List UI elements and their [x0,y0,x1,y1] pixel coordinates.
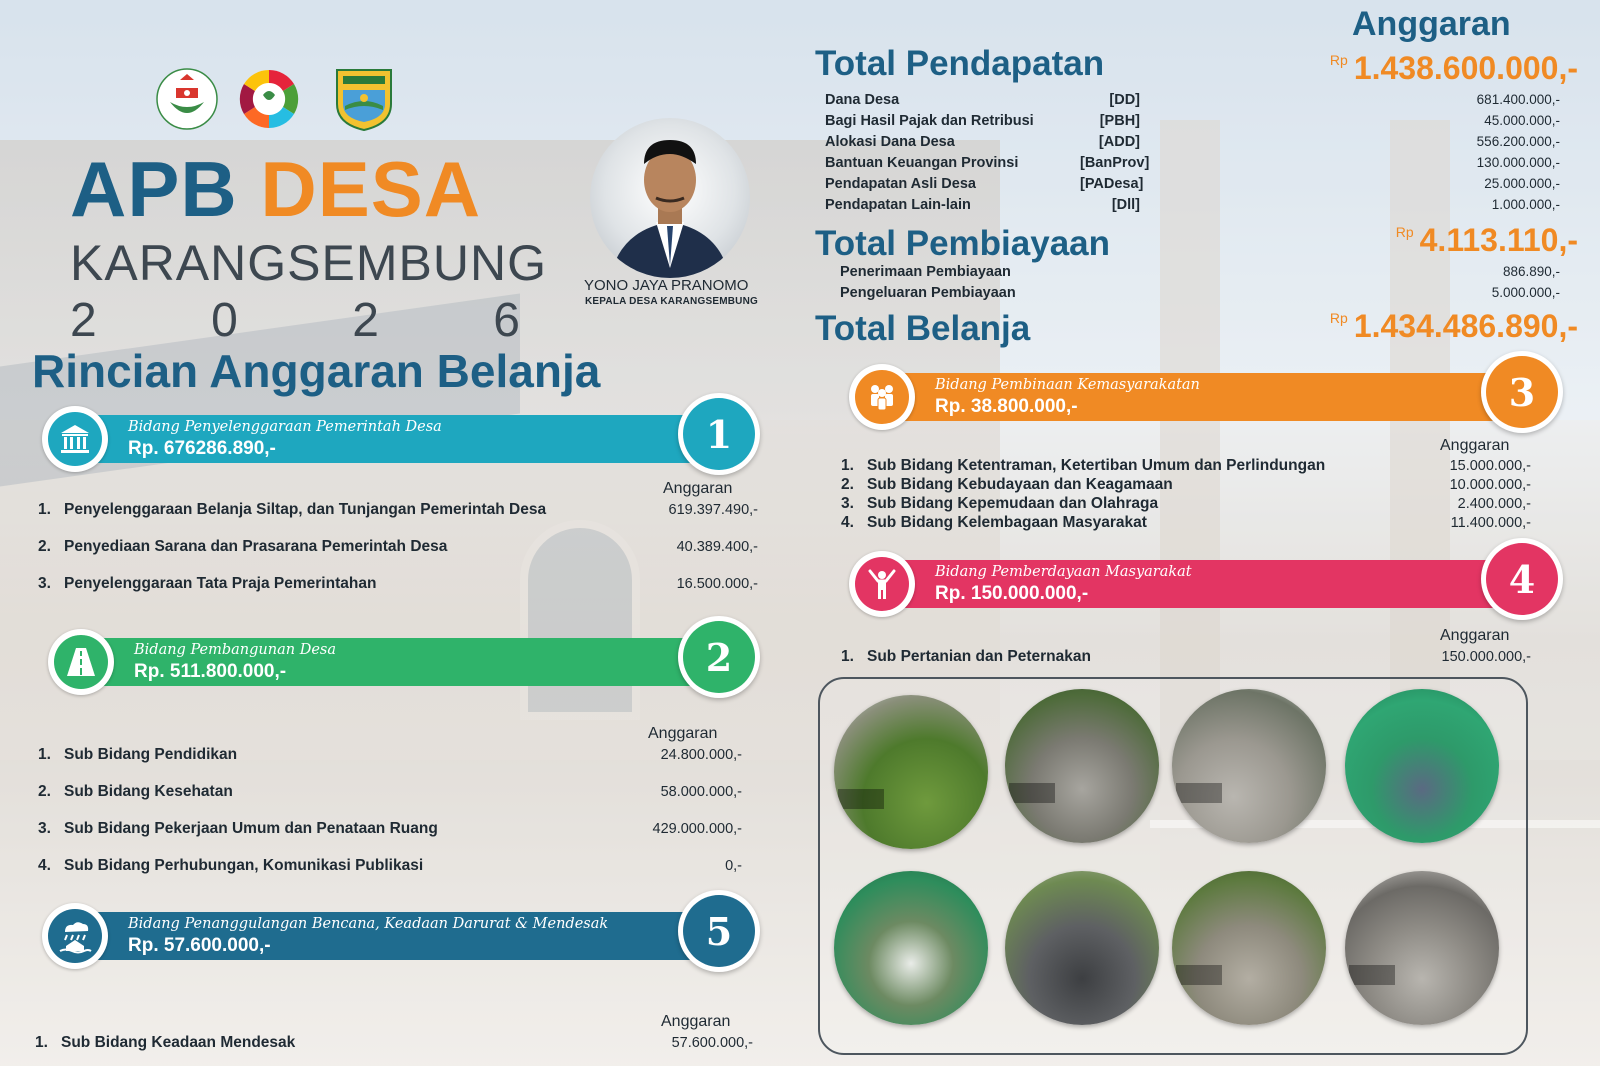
pendapatan-value: 1.000.000,- [1491,197,1560,212]
field-number-badge [678,890,760,972]
disaster-storm-icon [57,918,93,954]
pendapatan-label: Bagi Hasil Pajak dan Retribusi [825,113,1034,129]
field-icon-badge [849,551,915,617]
pendapatan-row [825,134,1560,155]
field-amount: Rp. 676286.890,- [128,438,276,459]
list-item [841,648,1091,666]
item-label: Sub Bidang Kesehatan [64,783,233,800]
pendapatan-label: Bantuan Keuangan Provinsi [825,155,1019,171]
photo-timestamp-overlay [838,789,884,809]
item-value: 429.000.000,- [652,821,742,837]
pendapatan-row [825,155,1560,176]
item-number: 2. [38,783,51,800]
item-value: 10.000.000,- [1449,477,1531,493]
concrete-path-photo [1172,689,1326,843]
item-value: 15.000.000,- [1449,458,1531,474]
item-label: Sub Bidang Kebudayaan dan Keagamaan [867,476,1173,493]
community-group-icon [864,379,900,415]
item-number: 1. [35,1034,48,1051]
field-banner-3 [849,369,1559,421]
anggaran-column-label: Anggaran [663,480,733,497]
pendapatan-code: [PADesa] [1080,176,1144,192]
field-number: 3 [1486,356,1558,428]
item-value: 16.500.000,- [676,576,758,592]
pendapatan-row [825,92,1560,113]
field-banner-2 [48,634,760,686]
person-portrait-icon [590,118,750,278]
group-meeting-photo [1345,689,1499,843]
village-name: KARANGSEMBUNG [70,235,547,291]
field-number: 5 [683,895,755,967]
activity-photo-gallery [818,677,1528,1055]
list-item [38,575,376,593]
anggaran-column-label: Anggaran [648,725,718,742]
anggaran-heading: Anggaran [1352,5,1511,43]
pendapatan-label: Pendapatan Lain-lain [825,197,971,213]
pembiayaan-value: 886.890,- [1502,264,1560,279]
list-item [35,1034,295,1052]
item-number: 4. [841,514,854,531]
item-number: 2. [38,538,51,555]
title-apb: APB [70,145,238,233]
pendapatan-label: Pendapatan Asli Desa [825,176,976,192]
item-number: 3. [841,495,854,512]
field-name: Bidang Penanggulangan Bencana, Keadaan Darurat & Mendesak [128,916,609,932]
field-number: 4 [1486,543,1558,615]
item-value: 40.389.400,- [676,539,758,555]
sdgs-logo [238,66,300,132]
list-item [38,783,233,801]
field-name: Bidang Pemberdayaan Masyarakat [935,564,1192,580]
pendapatan-row [825,197,1560,218]
field-number-badge [1481,351,1563,433]
list-item [38,746,237,764]
pendapatan-label: Dana Desa [825,92,900,108]
pembiayaan-row [840,285,1560,306]
pendapatan-code: [Dll] [1111,197,1140,213]
item-value: 57.600.000,- [671,1035,753,1051]
field-amount: Rp. 38.800.000,- [935,396,1078,417]
total-belanja-amount [1330,308,1578,345]
village-path-photo [1172,871,1326,1025]
field-name: Bidang Pembinaan Kemasyarakatan [935,377,1200,393]
item-value: 58.000.000,- [660,784,742,800]
year-digit: 6 [493,294,520,347]
year-digit: 2 [70,294,97,347]
item-value: 150.000.000,- [1441,649,1531,665]
road-icon [64,645,98,679]
photo-timestamp-overlay [1009,783,1055,803]
pembiayaan-label: Penerimaan Pembiayaan [840,264,1011,280]
item-label: Penyediaan Sarana dan Prasarana Pemerintah Desa [64,538,448,555]
item-label: Sub Bidang Kelembagaan Masyarakat [867,514,1147,531]
pendapatan-value: 45.000.000,- [1484,113,1560,128]
village-head-name: YONO JAYA PRANOMO [584,277,749,294]
field-icon-badge [849,364,915,430]
village-head-title: KEPALA DESA KARANGSEMBUNG [585,296,758,307]
total-pendapatan-title: Total Pendapatan [815,44,1105,83]
total-pembiayaan-amount [1396,222,1578,259]
currency-label: Rp [1329,310,1348,326]
item-label: Penyelenggaraan Tata Praja Pemerintahan [64,575,377,592]
field-banner-1 [42,411,760,463]
field-icon-holder [48,412,102,466]
field-icon-holder [48,909,102,963]
pendapatan-value: 25.000.000,- [1484,176,1560,191]
item-label: Sub Bidang Ketentraman, Ketertiban Umum dan Perlindungan [867,457,1326,474]
asphalt-road-photo [1005,871,1159,1025]
total-pendapatan-value: 1.438.600.000,- [1353,50,1578,86]
field-amount: Rp. 150.000.000,- [935,583,1089,604]
item-number: 2. [841,476,854,493]
total-belanja-value: 1.434.486.890,- [1353,308,1578,344]
title-desa: DESA [260,145,482,233]
pendapatan-label: Alokasi Dana Desa [825,134,955,150]
field-name: Bidang Pembangunan Desa [134,642,336,658]
field-icon-badge [48,629,114,695]
field-number-badge [678,393,760,475]
year-digit: 0 [211,294,238,347]
pendapatan-row [825,176,1560,197]
photo-timestamp-overlay [1176,965,1222,985]
pendapatan-list [825,92,1560,218]
list-item [841,476,1173,494]
budget-year [70,293,520,348]
anggaran-column-label: Anggaran [661,1013,731,1030]
pembiayaan-label: Pengeluaran Pembiayaan [840,285,1016,301]
field-number-badge [1481,538,1563,620]
item-label: Sub Bidang Perhubungan, Komunikasi Publikasi [64,857,424,874]
item-value: 11.400.000,- [1450,515,1531,531]
list-item [841,495,1158,513]
kabupaten-logo [333,66,395,132]
pendapatan-value: 681.400.000,- [1476,92,1560,107]
list-item [38,820,438,838]
pendapatan-row [825,113,1560,134]
road-concrete-photo [1005,689,1159,843]
item-value: 0,- [725,858,742,874]
item-label: Sub Bidang Keadaan Mendesak [61,1034,296,1051]
field-number: 1 [683,398,755,470]
pendapatan-value: 130.000.000,- [1476,155,1560,170]
list-item [841,514,1147,532]
empowered-person-icon [864,566,900,602]
total-pendapatan-amount [1330,50,1578,87]
item-label: Sub Bidang Pekerjaan Umum dan Penataan Ruang [64,820,438,837]
irrigation-channel-photo [834,695,988,849]
item-label: Sub Bidang Kepemudaan dan Olahraga [867,495,1159,512]
government-building-icon [58,422,92,456]
kemendes-logo [156,66,218,132]
photo-timestamp-overlay [1349,965,1395,985]
alley-paving-photo [1345,871,1499,1025]
field-icon-holder [855,370,909,424]
total-pembiayaan-value: 4.113.110,- [1419,222,1578,258]
item-number: 4. [38,857,51,874]
item-label: Sub Pertanian dan Peternakan [867,648,1091,665]
list-item [38,857,423,875]
item-number: 1. [841,457,854,474]
photo-timestamp-overlay [1176,783,1222,803]
anggaran-column-label: Anggaran [1440,627,1510,644]
pembiayaan-row [840,264,1560,285]
pendapatan-code: [DD] [1109,92,1140,108]
list-item [38,501,546,519]
page-title [70,145,482,233]
total-pembiayaan-title: Total Pembiayaan [815,224,1111,263]
list-item [841,457,1325,475]
field-icon-badge [42,903,108,969]
pendapatan-value: 556.200.000,- [1476,134,1560,149]
pembiayaan-list [840,264,1560,306]
item-number: 3. [38,820,51,837]
item-number: 3. [38,575,51,592]
list-item [38,538,447,556]
field-amount: Rp. 57.600.000,- [128,935,271,956]
field-number-badge [678,616,760,698]
item-value: 619.397.490,- [668,502,758,518]
currency-label: Rp [1395,224,1414,240]
field-name: Bidang Penyelenggaraan Pemerintah Desa [128,419,442,435]
pembiayaan-value: 5.000.000,- [1491,285,1560,300]
item-number: 1. [38,746,51,763]
pendapatan-code: [ADD] [1098,134,1140,150]
item-label: Penyelenggaraan Belanja Siltap, dan Tunjangan Pemerintah Desa [64,501,547,518]
item-value: 24.800.000,- [660,747,742,763]
field-icon-holder [855,557,909,611]
currency-label: Rp [1329,52,1348,68]
anggaran-column-label: Anggaran [1440,437,1510,454]
section-title: Rincian Anggaran Belanja [32,345,601,397]
total-belanja-title: Total Belanja [815,309,1031,348]
field-banner-4 [849,556,1559,608]
classroom-meeting-photo [834,871,988,1025]
field-banner-5 [42,908,758,960]
field-icon-holder [54,635,108,689]
item-number: 1. [841,648,854,665]
pendapatan-code: [PBH] [1099,113,1140,129]
item-number: 1. [38,501,51,518]
field-amount: Rp. 511.800.000,- [134,661,287,682]
village-head-portrait [590,118,750,278]
year-digit: 2 [352,294,379,347]
pendapatan-code: [BanProv] [1080,155,1150,171]
item-label: Sub Bidang Pendidikan [64,746,238,763]
field-icon-badge [42,406,108,472]
field-number: 2 [683,621,755,693]
item-value: 2.400.000,- [1457,496,1531,512]
